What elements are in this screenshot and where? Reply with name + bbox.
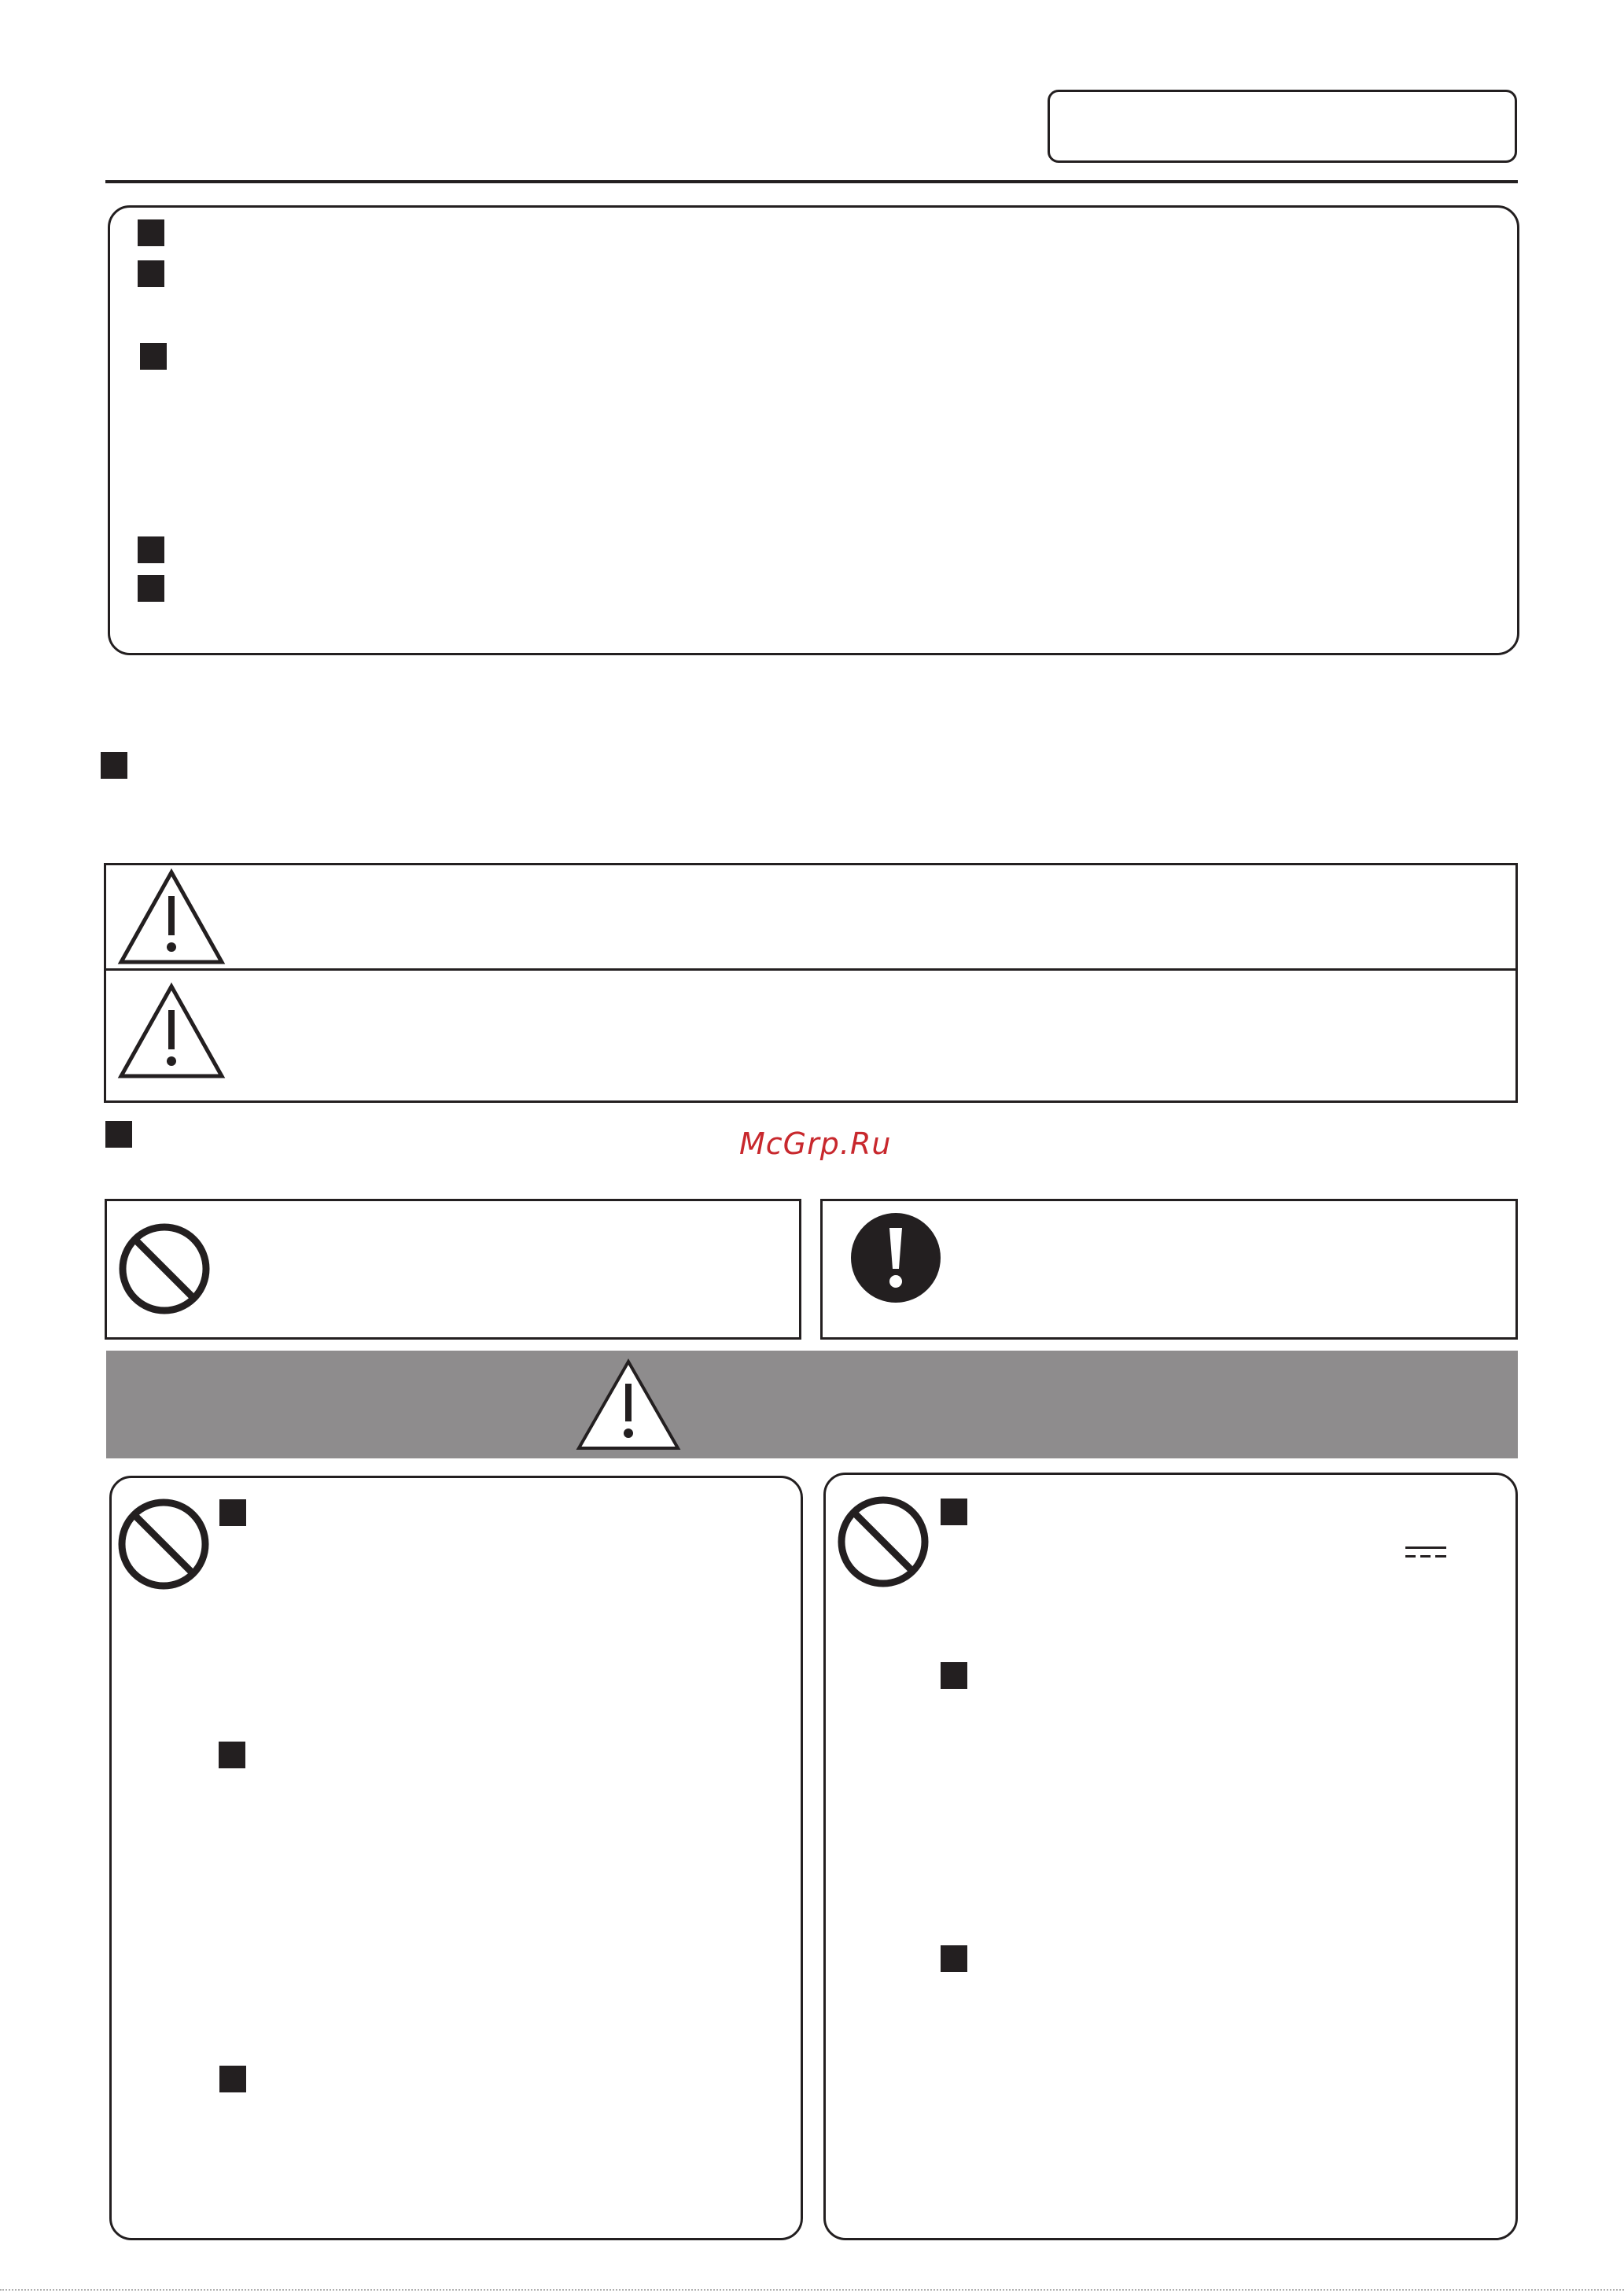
model-label-box [1048,90,1517,163]
warning-triangle-icon [118,869,225,965]
right-bullet-3 [941,1945,967,1972]
header-rule [105,180,1518,183]
notice-bullet-3 [140,343,167,370]
watermark: McGrp.Ru [739,1126,892,1161]
prohibition-icon [116,1497,211,1591]
signal-words-table [104,863,1518,1103]
warning-banner [106,1351,1518,1458]
bottom-edge [0,2289,1624,2291]
right-bullet-2 [941,1662,967,1689]
table-divider [104,968,1518,971]
banner-warning-triangle-icon [576,1358,681,1451]
left-bullet-3 [219,2066,246,2092]
warnings-left-box [109,1476,803,2240]
prohibition-icon [117,1222,212,1316]
left-bullet-1 [219,1499,246,1526]
left-bullet-2 [219,1742,245,1768]
direct-current-icon [1405,1546,1446,1559]
notice-bullet-5 [138,575,164,602]
right-bullet-1 [941,1499,967,1525]
symbols-bullet [105,1121,132,1148]
section-bullet [101,752,127,779]
notice-box [108,205,1519,655]
exclamation-circle-icon [850,1212,941,1303]
notice-bullet-1 [138,219,164,246]
caution-triangle-icon [118,983,225,1079]
notice-bullet-4 [138,536,164,563]
prohibition-icon [836,1495,930,1589]
notice-bullet-2 [138,260,164,287]
